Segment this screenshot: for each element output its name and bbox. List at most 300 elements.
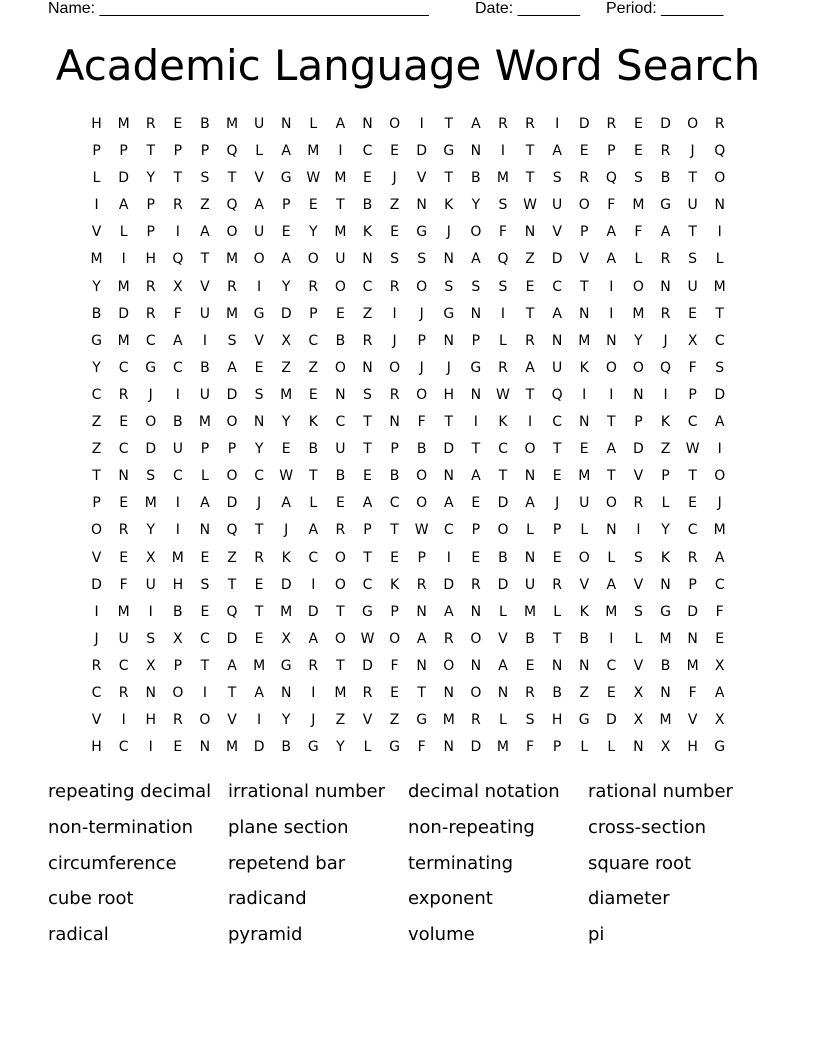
grid-letter[interactable]: D	[416, 143, 428, 160]
grid-letter[interactable]: T	[525, 143, 535, 160]
grid-letter[interactable]: G	[660, 603, 671, 620]
grid-letter[interactable]: J	[94, 630, 99, 647]
grid-letter[interactable]: M	[578, 468, 591, 485]
grid-letter[interactable]: T	[309, 468, 318, 485]
grid-letter[interactable]: O	[226, 414, 238, 431]
grid-letter[interactable]: A	[227, 657, 237, 674]
grid-letter[interactable]: Q	[605, 170, 617, 187]
grid-letter[interactable]: P	[146, 224, 155, 241]
grid-letter[interactable]: L	[499, 332, 507, 349]
grid-letter[interactable]: T	[336, 197, 345, 214]
grid-letter[interactable]: D	[660, 116, 671, 132]
grid-letter[interactable]: A	[308, 630, 319, 647]
grid-letter[interactable]: N	[633, 739, 644, 756]
grid-letter[interactable]: P	[417, 332, 426, 349]
grid-letter[interactable]: O	[416, 495, 428, 512]
grid-letter[interactable]: E	[173, 116, 183, 132]
grid-letter[interactable]: D	[470, 739, 482, 756]
grid-letter[interactable]: A	[308, 522, 319, 539]
grid-letter[interactable]: A	[227, 359, 237, 376]
grid-letter[interactable]: C	[118, 359, 129, 376]
grid-letter[interactable]: P	[363, 522, 372, 539]
grid-letter[interactable]: P	[173, 143, 183, 160]
grid-letter[interactable]: Y	[146, 170, 156, 187]
grid-letter[interactable]: I	[419, 116, 424, 132]
grid-letter[interactable]: M	[171, 549, 184, 566]
grid-letter[interactable]: P	[634, 414, 643, 431]
grid-letter[interactable]: R	[660, 251, 671, 268]
grid-letter[interactable]: A	[714, 684, 725, 701]
grid-letter[interactable]: G	[280, 170, 292, 187]
grid-letter[interactable]: Z	[579, 684, 590, 701]
grid-letter[interactable]: M	[334, 170, 347, 187]
grid-letter[interactable]: N	[660, 576, 671, 593]
grid-letter[interactable]: P	[580, 224, 589, 241]
grid-letter[interactable]: M	[90, 251, 103, 268]
grid-letter[interactable]: M	[524, 603, 537, 620]
grid-letter[interactable]: N	[551, 657, 563, 674]
grid-letter[interactable]: G	[362, 603, 373, 620]
grid-letter[interactable]: F	[173, 305, 182, 322]
grid-letter[interactable]: T	[254, 522, 264, 539]
grid-letter[interactable]: I	[717, 441, 722, 458]
grid-letter[interactable]: E	[254, 359, 264, 376]
grid-letter[interactable]: O	[334, 278, 346, 295]
grid-letter[interactable]: U	[199, 386, 211, 403]
grid-letter[interactable]: C	[687, 522, 698, 539]
grid-letter[interactable]: N	[497, 684, 509, 701]
grid-letter[interactable]: T	[525, 170, 535, 187]
grid-letter[interactable]: Y	[281, 712, 291, 729]
grid-letter[interactable]: O	[470, 630, 482, 647]
grid-letter[interactable]: C	[552, 414, 563, 431]
grid-letter[interactable]: E	[335, 495, 345, 512]
grid-letter[interactable]: D	[578, 116, 590, 132]
grid-letter[interactable]: I	[311, 576, 316, 593]
grid-letter[interactable]: Z	[389, 197, 400, 214]
grid-letter[interactable]: A	[173, 332, 183, 349]
grid-letter[interactable]: S	[254, 386, 264, 403]
grid-letter[interactable]: D	[91, 576, 102, 593]
grid-letter[interactable]: C	[118, 441, 129, 458]
grid-letter[interactable]: G	[443, 143, 455, 160]
grid-letter[interactable]: R	[227, 278, 237, 295]
grid-letter[interactable]: G	[253, 305, 265, 322]
grid-letter[interactable]: D	[605, 712, 617, 729]
grid-letter[interactable]: E	[471, 549, 481, 566]
grid-letter[interactable]: A	[606, 251, 617, 268]
grid-letter[interactable]: O	[389, 116, 401, 132]
grid-letter[interactable]: N	[253, 414, 265, 431]
grid-letter[interactable]: J	[717, 495, 722, 512]
grid-letter[interactable]: Y	[92, 278, 101, 295]
grid-letter[interactable]: N	[606, 332, 617, 349]
grid-letter[interactable]: Q	[660, 359, 672, 376]
grid-letter[interactable]: A	[606, 224, 617, 241]
grid-letter[interactable]: N	[470, 143, 482, 160]
grid-letter[interactable]: H	[172, 576, 184, 593]
grid-letter[interactable]: M	[334, 224, 347, 241]
grid-letter[interactable]: S	[498, 278, 508, 295]
grid-letter[interactable]: B	[173, 603, 183, 620]
grid-letter[interactable]: D	[307, 603, 319, 620]
grid-letter[interactable]: C	[172, 359, 183, 376]
grid-letter[interactable]: R	[308, 657, 319, 674]
grid-letter[interactable]: I	[148, 603, 153, 620]
grid-letter[interactable]: L	[580, 739, 589, 756]
grid-letter[interactable]: O	[632, 359, 644, 376]
grid-letter[interactable]: N	[470, 305, 482, 322]
grid-letter[interactable]: V	[91, 712, 102, 729]
grid-letter[interactable]: E	[552, 468, 562, 485]
grid-letter[interactable]: N	[660, 684, 671, 701]
grid-letter[interactable]: R	[525, 116, 535, 132]
grid-letter[interactable]: M	[632, 305, 645, 322]
grid-letter[interactable]: Y	[661, 522, 670, 539]
grid-letter[interactable]: F	[417, 414, 426, 431]
grid-letter[interactable]: C	[389, 495, 400, 512]
grid-letter[interactable]: N	[416, 603, 427, 620]
grid-letter[interactable]: M	[280, 603, 293, 620]
grid-letter[interactable]: N	[470, 603, 482, 620]
grid-letter[interactable]: O	[605, 495, 617, 512]
grid-letter[interactable]: L	[309, 495, 318, 512]
grid-letter[interactable]: V	[579, 576, 590, 593]
grid-letter[interactable]: M	[659, 630, 672, 647]
grid-letter[interactable]: Z	[389, 712, 400, 729]
grid-letter[interactable]: O	[578, 197, 590, 214]
grid-letter[interactable]: V	[91, 549, 102, 566]
grid-letter[interactable]: S	[390, 251, 400, 268]
grid-letter[interactable]: I	[94, 197, 99, 214]
grid-letter[interactable]: H	[687, 739, 698, 756]
grid-letter[interactable]: N	[687, 630, 698, 647]
grid-letter[interactable]: S	[444, 278, 454, 295]
grid-letter[interactable]: U	[552, 197, 563, 214]
grid-letter[interactable]: F	[526, 739, 535, 756]
grid-letter[interactable]: O	[714, 170, 726, 187]
grid-letter[interactable]: T	[688, 224, 697, 241]
grid-letter[interactable]: L	[201, 468, 209, 485]
grid-letter[interactable]: C	[172, 468, 183, 485]
grid-letter[interactable]: I	[500, 305, 506, 322]
grid-letter[interactable]: R	[470, 712, 481, 729]
grid-letter[interactable]: B	[335, 468, 346, 485]
grid-letter[interactable]: E	[363, 170, 372, 187]
grid-letter[interactable]: N	[606, 522, 617, 539]
grid-letter[interactable]: R	[660, 305, 671, 322]
grid-letter[interactable]: S	[200, 576, 210, 593]
grid-letter[interactable]: T	[552, 441, 562, 458]
grid-letter[interactable]: Y	[146, 522, 156, 539]
grid-letter[interactable]: N	[416, 657, 427, 674]
grid-letter[interactable]: B	[335, 332, 346, 349]
grid-letter[interactable]: I	[121, 251, 126, 268]
grid-letter[interactable]: O	[145, 414, 157, 431]
grid-letter[interactable]: O	[199, 712, 211, 729]
grid-letter[interactable]: Z	[335, 712, 346, 729]
grid-letter[interactable]: P	[119, 143, 128, 160]
grid-letter[interactable]: T	[552, 630, 562, 647]
grid-letter[interactable]: N	[443, 332, 454, 349]
grid-letter[interactable]: G	[280, 657, 292, 674]
grid-letter[interactable]: R	[660, 143, 671, 160]
grid-letter[interactable]: A	[281, 495, 291, 512]
grid-letter[interactable]: R	[416, 576, 427, 593]
grid-letter[interactable]: R	[308, 278, 319, 295]
grid-letter[interactable]: F	[607, 197, 616, 214]
period-field[interactable]: Period: _______	[606, 0, 724, 17]
grid-letter[interactable]: C	[498, 441, 508, 458]
grid-letter[interactable]: W	[360, 630, 375, 647]
grid-letter[interactable]: O	[389, 359, 401, 376]
grid-letter[interactable]: T	[336, 657, 345, 674]
grid-letter[interactable]: R	[145, 305, 156, 322]
grid-letter[interactable]: O	[714, 468, 726, 485]
grid-letter[interactable]: U	[687, 197, 698, 214]
grid-letter[interactable]: N	[362, 116, 373, 132]
grid-letter[interactable]: K	[444, 197, 454, 214]
grid-letter[interactable]: P	[309, 305, 318, 322]
grid-letter[interactable]: R	[172, 712, 183, 729]
grid-letter[interactable]: P	[688, 386, 697, 403]
grid-letter[interactable]: O	[334, 359, 346, 376]
grid-letter[interactable]: T	[715, 305, 724, 322]
grid-letter[interactable]: C	[145, 332, 156, 349]
grid-letter[interactable]: I	[663, 386, 668, 403]
grid-letter[interactable]: R	[335, 522, 346, 539]
grid-letter[interactable]: M	[496, 739, 509, 756]
grid-letter[interactable]: L	[526, 522, 534, 539]
grid-letter[interactable]: E	[119, 414, 129, 431]
grid-letter[interactable]: I	[717, 224, 722, 241]
grid-letter[interactable]: T	[579, 278, 589, 295]
grid-letter[interactable]: H	[145, 251, 156, 268]
grid-letter[interactable]: P	[92, 143, 101, 160]
grid-letter[interactable]: J	[392, 170, 397, 187]
grid-letter[interactable]: B	[389, 468, 400, 485]
grid-letter[interactable]: A	[118, 197, 129, 214]
grid-letter[interactable]: S	[498, 197, 508, 214]
grid-letter[interactable]: V	[633, 468, 644, 485]
grid-letter[interactable]: Y	[254, 441, 264, 458]
grid-letter[interactable]: P	[200, 143, 210, 160]
grid-letter[interactable]: N	[578, 414, 590, 431]
grid-letter[interactable]: E	[525, 657, 535, 674]
grid-letter[interactable]: M	[117, 116, 130, 132]
grid-letter[interactable]: I	[636, 522, 641, 539]
grid-letter[interactable]: C	[714, 576, 725, 593]
grid-letter[interactable]: P	[390, 441, 399, 458]
grid-letter[interactable]: P	[552, 522, 562, 539]
grid-letter[interactable]: X	[173, 278, 183, 295]
grid-letter[interactable]: N	[335, 386, 346, 403]
grid-letter[interactable]: K	[362, 224, 373, 241]
grid-letter[interactable]: K	[498, 414, 508, 431]
grid-letter[interactable]: O	[172, 684, 184, 701]
grid-letter[interactable]: O	[253, 251, 265, 268]
grid-letter[interactable]: N	[714, 197, 725, 214]
grid-letter[interactable]: E	[119, 549, 129, 566]
grid-letter[interactable]: T	[227, 576, 237, 593]
grid-letter[interactable]: P	[146, 197, 155, 214]
grid-letter[interactable]: R	[498, 359, 508, 376]
grid-letter[interactable]: G	[443, 305, 455, 322]
grid-letter[interactable]: A	[606, 441, 617, 458]
grid-letter[interactable]: Q	[714, 143, 726, 160]
grid-letter[interactable]: L	[363, 739, 372, 756]
grid-letter[interactable]: N	[280, 116, 292, 132]
grid-letter[interactable]: C	[308, 549, 319, 566]
grid-letter[interactable]: N	[524, 549, 536, 566]
grid-letter[interactable]: M	[117, 332, 130, 349]
grid-letter[interactable]: N	[524, 468, 536, 485]
grid-letter[interactable]: T	[92, 468, 101, 485]
grid-letter[interactable]: P	[92, 495, 101, 512]
grid-letter[interactable]: M	[198, 414, 211, 431]
grid-letter[interactable]: T	[688, 468, 697, 485]
grid-letter[interactable]: E	[308, 197, 318, 214]
grid-letter[interactable]: O	[91, 522, 103, 539]
grid-letter[interactable]: Q	[226, 197, 238, 214]
grid-letter[interactable]: K	[579, 359, 589, 376]
grid-letter[interactable]: I	[555, 116, 560, 132]
grid-letter[interactable]: P	[200, 441, 210, 458]
grid-letter[interactable]: D	[714, 386, 726, 403]
grid-letter[interactable]: B	[281, 739, 291, 756]
grid-letter[interactable]: V	[200, 278, 210, 295]
grid-letter[interactable]: G	[660, 197, 671, 214]
grid-letter[interactable]: J	[446, 224, 451, 241]
grid-letter[interactable]: N	[389, 414, 400, 431]
grid-letter[interactable]: S	[688, 251, 698, 268]
grid-letter[interactable]: C	[362, 278, 373, 295]
grid-letter[interactable]: I	[446, 549, 451, 566]
grid-letter[interactable]: Q	[497, 251, 509, 268]
grid-letter[interactable]: N	[416, 197, 427, 214]
grid-letter[interactable]: I	[175, 386, 180, 403]
grid-letter[interactable]: M	[442, 712, 455, 729]
grid-letter[interactable]: A	[335, 116, 346, 132]
grid-letter[interactable]: A	[200, 495, 210, 512]
grid-letter[interactable]: F	[119, 576, 128, 593]
grid-letter[interactable]: D	[443, 576, 455, 593]
grid-letter[interactable]: O	[389, 630, 401, 647]
grid-letter[interactable]: U	[687, 278, 698, 295]
grid-letter[interactable]: Y	[471, 197, 481, 214]
grid-letter[interactable]: E	[579, 143, 589, 160]
grid-letter[interactable]: S	[715, 359, 725, 376]
grid-letter[interactable]: X	[281, 630, 291, 647]
grid-letter[interactable]: T	[200, 657, 210, 674]
grid-letter[interactable]: O	[307, 251, 319, 268]
grid-letter[interactable]: Y	[92, 359, 101, 376]
grid-letter[interactable]: L	[661, 495, 670, 512]
grid-letter[interactable]: U	[145, 576, 156, 593]
grid-letter[interactable]: Y	[634, 332, 643, 349]
grid-letter[interactable]: M	[686, 657, 699, 674]
grid-letter[interactable]: I	[609, 278, 614, 295]
grid-letter[interactable]: O	[334, 576, 346, 593]
grid-letter[interactable]: M	[117, 603, 130, 620]
grid-letter[interactable]: D	[118, 170, 130, 187]
grid-letter[interactable]: P	[281, 197, 291, 214]
grid-letter[interactable]: R	[118, 522, 129, 539]
grid-letter[interactable]: W	[414, 522, 429, 539]
grid-letter[interactable]: O	[470, 684, 482, 701]
grid-letter[interactable]: D	[497, 576, 509, 593]
grid-letter[interactable]: M	[117, 278, 130, 295]
grid-letter[interactable]: X	[633, 684, 644, 701]
grid-letter[interactable]: C	[362, 576, 373, 593]
grid-letter[interactable]: Z	[91, 441, 102, 458]
grid-letter[interactable]: W	[306, 170, 321, 187]
grid-letter[interactable]: S	[633, 603, 643, 620]
grid-letter[interactable]: E	[200, 603, 210, 620]
name-field[interactable]: Name: _____________________________________	[48, 0, 429, 17]
grid-letter[interactable]: E	[552, 549, 562, 566]
grid-letter[interactable]: A	[552, 143, 562, 160]
grid-letter[interactable]: C	[335, 414, 346, 431]
grid-letter[interactable]: L	[119, 224, 128, 241]
grid-letter[interactable]: R	[254, 549, 264, 566]
grid-letter[interactable]: E	[715, 630, 725, 647]
grid-letter[interactable]: B	[525, 630, 535, 647]
grid-letter[interactable]: Q	[551, 386, 563, 403]
grid-letter[interactable]: E	[633, 116, 643, 132]
grid-letter[interactable]: T	[444, 116, 454, 132]
grid-letter[interactable]: E	[200, 549, 210, 566]
grid-letter[interactable]: M	[225, 739, 239, 756]
grid-letter[interactable]: N	[199, 522, 211, 539]
grid-letter[interactable]: E	[390, 143, 399, 160]
grid-letter[interactable]: L	[553, 603, 562, 620]
grid-letter[interactable]: B	[173, 414, 183, 431]
grid-letter[interactable]: A	[471, 116, 481, 132]
grid-letter[interactable]: M	[225, 305, 239, 322]
grid-letter[interactable]: A	[525, 495, 535, 512]
grid-letter[interactable]: A	[281, 251, 291, 268]
grid-letter[interactable]: O	[416, 278, 428, 295]
grid-letter[interactable]: S	[471, 278, 481, 295]
grid-letter[interactable]: P	[173, 657, 183, 674]
grid-letter[interactable]: P	[607, 143, 616, 160]
grid-letter[interactable]: R	[714, 116, 725, 132]
grid-letter[interactable]: N	[362, 251, 373, 268]
grid-letter[interactable]: V	[227, 712, 237, 729]
grid-letter[interactable]: E	[688, 305, 698, 322]
grid-letter[interactable]: T	[525, 305, 535, 322]
grid-letter[interactable]: V	[579, 251, 590, 268]
grid-letter[interactable]: T	[173, 170, 183, 187]
grid-letter[interactable]: Q	[226, 603, 238, 620]
grid-letter[interactable]: L	[715, 251, 724, 268]
grid-letter[interactable]: T	[390, 522, 399, 539]
grid-letter[interactable]: S	[363, 386, 372, 403]
grid-letter[interactable]: I	[582, 386, 587, 403]
grid-letter[interactable]: O	[443, 657, 455, 674]
grid-letter[interactable]: U	[335, 441, 346, 458]
grid-letter[interactable]: X	[714, 712, 725, 729]
grid-letter[interactable]: A	[714, 414, 725, 431]
grid-letter[interactable]: N	[443, 468, 454, 485]
grid-letter[interactable]: U	[335, 251, 346, 268]
grid-letter[interactable]: M	[578, 332, 591, 349]
grid-letter[interactable]: J	[257, 495, 262, 512]
grid-letter[interactable]: X	[145, 657, 156, 674]
grid-letter[interactable]: S	[146, 630, 156, 647]
grid-letter[interactable]: U	[172, 441, 183, 458]
